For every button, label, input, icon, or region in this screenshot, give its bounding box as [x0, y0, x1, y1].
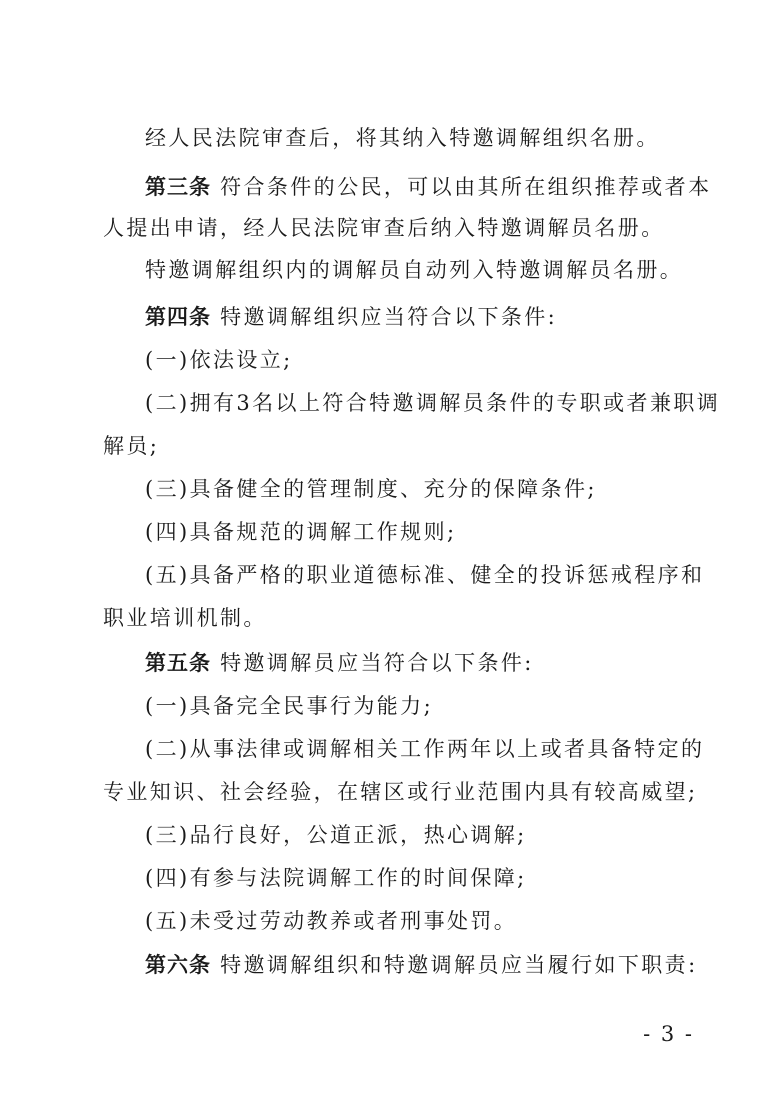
paragraph-line: 专业知识、社会经验，在辖区或行业范围内具有较高威望; [103, 780, 698, 804]
list-item: (四)有参与法院调解工作的时间保障; [145, 866, 527, 890]
list-item: (五)未受过劳动教养或者刑事处罚。 [145, 909, 518, 933]
list-item: (五)具备严格的职业道德标准、健全的投诉惩戒程序和 [145, 563, 705, 587]
article-heading-line: 第五条 特邀调解员应当符合以下条件: [145, 650, 534, 675]
page-number: - 3 - [643, 1022, 694, 1046]
article-number: 第三条 [145, 174, 211, 199]
paragraph-line: 职业培训机制。 [103, 606, 267, 630]
paragraph-line: 特邀调解组织内的调解员自动列入特邀调解员名册。 [145, 258, 684, 282]
article-heading-line: 第六条 特邀调解组织和特邀调解员应当履行如下职责: [145, 952, 698, 977]
list-item: (一)依法设立; [145, 348, 293, 372]
list-item: (三)具备健全的管理制度、充分的保障条件; [145, 477, 597, 501]
article-number: 第六条 [145, 952, 211, 977]
article-number: 第五条 [145, 650, 211, 675]
list-item: (一)具备完全民事行为能力; [145, 694, 434, 718]
paragraph-line: 解员; [103, 434, 160, 458]
paragraph-line: 经人民法院审查后，将其纳入特邀调解组织名册。 [145, 126, 660, 150]
article-number: 第四条 [145, 304, 211, 329]
list-item: (二)拥有3名以上符合特邀调解员条件的专职或者兼职调 [145, 391, 721, 415]
article-heading-line: 第四条 特邀调解组织应当符合以下条件: [145, 304, 558, 329]
list-item: (二)从事法律或调解相关工作两年以上或者具备特定的 [145, 737, 705, 761]
paragraph-line: 人提出申请，经人民法院审查后纳入特邀调解员名册。 [103, 216, 665, 240]
list-item: (四)具备规范的调解工作规则; [145, 520, 457, 544]
article-heading-line: 第三条 符合条件的公民，可以由其所在组织推荐或者本 [145, 174, 712, 199]
list-item: (三)品行良好，公道正派，热心调解; [145, 823, 527, 847]
